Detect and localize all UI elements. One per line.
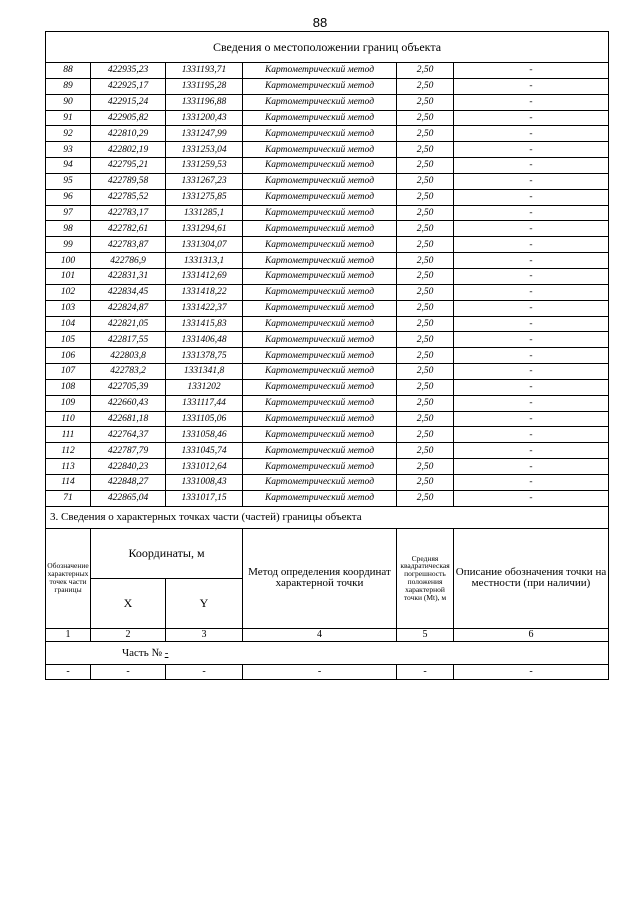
point-method: Картометрический метод [243,237,397,253]
table-row [46,158,609,174]
point-description: - [454,411,609,427]
point-x: 422787,79 [91,443,166,459]
point-accuracy: 2,50 [397,142,454,158]
header-coordinates: Координаты, м [91,528,243,578]
section3-title: 3. Сведения о характерных точках части (частей) границы объекта [46,506,609,528]
point-x: 422817,55 [91,332,166,348]
point-x: 422782,61 [91,221,166,237]
header-accuracy: Средняя квадратическая погрешность положения характерной точки (Mt), м [397,528,454,628]
table-row [46,427,609,443]
table-row [46,94,609,110]
point-number: 94 [46,158,91,174]
point-method: Картометрический метод [243,94,397,110]
point-method: Картометрический метод [243,443,397,459]
point-y: 1331378,75 [166,348,243,364]
point-method: Картометрический метод [243,78,397,94]
point-number: 98 [46,221,91,237]
col-number: 4 [243,628,397,641]
point-description: - [454,221,609,237]
point-number: 105 [46,332,91,348]
point-description: - [454,284,609,300]
point-y: 1331313,1 [166,253,243,269]
point-method: Картометрический метод [243,474,397,490]
point-y: 1331341,8 [166,364,243,380]
table-row [46,474,609,490]
point-x: 422824,87 [91,300,166,316]
point-x: 422840,23 [91,459,166,475]
point-number: 109 [46,395,91,411]
empty-cell: - [454,664,609,679]
point-accuracy: 2,50 [397,237,454,253]
point-description: - [454,474,609,490]
point-x: 422831,31 [91,268,166,284]
point-method: Картометрический метод [243,173,397,189]
point-accuracy: 2,50 [397,268,454,284]
table-row [46,110,609,126]
header-method: Метод определения координат характерной точки [243,528,397,628]
point-description: - [454,443,609,459]
table-row [46,237,609,253]
point-x: 422783,2 [91,364,166,380]
point-method: Картометрический метод [243,189,397,205]
header-description: Описание обозначения точки на местности (при наличии) [454,528,609,628]
empty-cell: - [91,664,166,679]
point-description: - [454,158,609,174]
point-accuracy: 2,50 [397,300,454,316]
point-number: 107 [46,364,91,380]
point-description: - [454,126,609,142]
empty-point-row [46,664,609,679]
point-description: - [454,379,609,395]
point-method: Картометрический метод [243,268,397,284]
empty-cell: - [243,664,397,679]
point-x: 422821,05 [91,316,166,332]
table-row [46,205,609,221]
table-row [46,63,609,79]
point-x: 422681,18 [91,411,166,427]
point-y: 1331008,43 [166,474,243,490]
point-y: 1331017,15 [166,490,243,506]
point-description: - [454,94,609,110]
point-x: 422925,17 [91,78,166,94]
point-number: 97 [46,205,91,221]
point-y: 1331193,71 [166,63,243,79]
point-number: 96 [46,189,91,205]
point-number: 93 [46,142,91,158]
header-y: Y [166,578,243,628]
point-number: 104 [46,316,91,332]
point-y: 1331247,99 [166,126,243,142]
point-y: 1331195,28 [166,78,243,94]
point-x: 422764,37 [91,427,166,443]
point-number: 106 [46,348,91,364]
point-y: 1331304,07 [166,237,243,253]
point-number: 89 [46,78,91,94]
point-x: 422786,9 [91,253,166,269]
point-y: 1331259,53 [166,158,243,174]
page-number: 88 [312,15,328,30]
point-description: - [454,110,609,126]
point-number: 95 [46,173,91,189]
point-accuracy: 2,50 [397,94,454,110]
point-description: - [454,300,609,316]
point-method: Картометрический метод [243,221,397,237]
point-method: Картометрический метод [243,253,397,269]
point-method: Картометрический метод [243,348,397,364]
point-method: Картометрический метод [243,205,397,221]
point-description: - [454,142,609,158]
point-method: Картометрический метод [243,490,397,506]
table-row [46,284,609,300]
point-y: 1331406,48 [166,332,243,348]
part-row [46,641,609,664]
point-accuracy: 2,50 [397,490,454,506]
point-y: 1331202 [166,379,243,395]
point-description: - [454,395,609,411]
table-row [46,459,609,475]
table-row [46,395,609,411]
table-row [46,78,609,94]
point-y: 1331058,46 [166,427,243,443]
point-description: - [454,427,609,443]
point-number: 101 [46,268,91,284]
point-method: Картометрический метод [243,395,397,411]
point-y: 1331422,37 [166,300,243,316]
point-y: 1331267,23 [166,173,243,189]
section3-title-row [46,506,609,528]
point-y: 1331275,85 [166,189,243,205]
point-accuracy: 2,50 [397,205,454,221]
point-y: 1331200,43 [166,110,243,126]
point-x: 422905,82 [91,110,166,126]
point-accuracy: 2,50 [397,158,454,174]
part-cell [46,641,609,664]
point-description: - [454,205,609,221]
table-row [46,253,609,269]
point-x: 422848,27 [91,474,166,490]
point-accuracy: 2,50 [397,316,454,332]
point-number: 112 [46,443,91,459]
table-row [46,142,609,158]
point-number: 92 [46,126,91,142]
point-y: 1331117,44 [166,395,243,411]
point-method: Картометрический метод [243,459,397,475]
point-number: 110 [46,411,91,427]
point-accuracy: 2,50 [397,189,454,205]
point-description: - [454,63,609,79]
table-row [46,126,609,142]
point-x: 422834,45 [91,284,166,300]
point-number: 71 [46,490,91,506]
point-method: Картометрический метод [243,427,397,443]
point-x: 422865,04 [91,490,166,506]
point-number: 111 [46,427,91,443]
column-numbers-row [46,628,609,641]
point-accuracy: 2,50 [397,110,454,126]
table-row [46,490,609,506]
table-row [46,189,609,205]
point-x: 422660,43 [91,395,166,411]
table-row [46,379,609,395]
table-row [46,443,609,459]
point-accuracy: 2,50 [397,427,454,443]
point-number: 103 [46,300,91,316]
point-x: 422915,24 [91,94,166,110]
table-row [46,173,609,189]
col-number: 2 [91,628,166,641]
point-description: - [454,78,609,94]
point-accuracy: 2,50 [397,284,454,300]
header-x: X [91,578,166,628]
section3-header-row [46,528,609,578]
point-x: 422810,29 [91,126,166,142]
point-method: Картометрический метод [243,364,397,380]
point-description: - [454,189,609,205]
point-method: Картометрический метод [243,110,397,126]
empty-cell: - [46,664,91,679]
part-label: Часть № [122,646,162,659]
point-accuracy: 2,50 [397,411,454,427]
point-y: 1331105,06 [166,411,243,427]
table-row [46,221,609,237]
point-description: - [454,348,609,364]
point-y: 1331196,88 [166,94,243,110]
point-y: 1331412,69 [166,268,243,284]
point-method: Картометрический метод [243,379,397,395]
point-description: - [454,332,609,348]
point-x: 422795,21 [91,158,166,174]
point-description: - [454,173,609,189]
point-accuracy: 2,50 [397,443,454,459]
table-row [46,268,609,284]
point-y: 1331012,64 [166,459,243,475]
table-row [46,348,609,364]
boundary-document [45,31,608,680]
point-accuracy: 2,50 [397,348,454,364]
point-accuracy: 2,50 [397,221,454,237]
point-number: 114 [46,474,91,490]
point-description: - [454,364,609,380]
point-accuracy: 2,50 [397,364,454,380]
table-row [46,300,609,316]
point-number: 90 [46,94,91,110]
point-method: Картометрический метод [243,316,397,332]
point-number: 100 [46,253,91,269]
point-number: 108 [46,379,91,395]
point-accuracy: 2,50 [397,395,454,411]
point-number: 99 [46,237,91,253]
point-description: - [454,490,609,506]
table-title-row [46,32,609,63]
point-y: 1331253,04 [166,142,243,158]
point-accuracy: 2,50 [397,78,454,94]
point-accuracy: 2,50 [397,332,454,348]
point-method: Картометрический метод [243,300,397,316]
point-y: 1331285,1 [166,205,243,221]
point-x: 422789,58 [91,173,166,189]
point-x: 422802,19 [91,142,166,158]
point-description: - [454,237,609,253]
point-x: 422783,17 [91,205,166,221]
part-value: - [164,646,169,659]
table-title: Сведения о местоположении границ объекта [46,32,609,63]
point-accuracy: 2,50 [397,126,454,142]
point-accuracy: 2,50 [397,63,454,79]
table-row [46,364,609,380]
point-description: - [454,268,609,284]
point-number: 91 [46,110,91,126]
point-x: 422705,39 [91,379,166,395]
point-x: 422935,23 [91,63,166,79]
col-number: 5 [397,628,454,641]
table-row [46,332,609,348]
header-designation: Обозначение характерных точек части границы [46,528,91,628]
empty-cell: - [166,664,243,679]
point-y: 1331045,74 [166,443,243,459]
point-accuracy: 2,50 [397,459,454,475]
point-accuracy: 2,50 [397,474,454,490]
point-x: 422803,8 [91,348,166,364]
point-y: 1331418,22 [166,284,243,300]
point-x: 422785,52 [91,189,166,205]
point-method: Картометрический метод [243,158,397,174]
point-y: 1331415,83 [166,316,243,332]
point-y: 1331294,61 [166,221,243,237]
point-description: - [454,253,609,269]
point-accuracy: 2,50 [397,173,454,189]
points-body [46,63,609,507]
point-description: - [454,459,609,475]
col-number: 1 [46,628,91,641]
table-row [46,316,609,332]
empty-cell: - [397,664,454,679]
point-x: 422783,87 [91,237,166,253]
point-accuracy: 2,50 [397,379,454,395]
point-method: Картометрический метод [243,63,397,79]
point-method: Картометрический метод [243,142,397,158]
point-method: Картометрический метод [243,284,397,300]
col-number: 6 [454,628,609,641]
col-number: 3 [166,628,243,641]
table-row [46,411,609,427]
point-accuracy: 2,50 [397,253,454,269]
point-method: Картометрический метод [243,332,397,348]
boundary-table [45,31,609,680]
point-number: 102 [46,284,91,300]
point-description: - [454,316,609,332]
point-number: 113 [46,459,91,475]
point-method: Картометрический метод [243,411,397,427]
point-number: 88 [46,63,91,79]
point-method: Картометрический метод [243,126,397,142]
